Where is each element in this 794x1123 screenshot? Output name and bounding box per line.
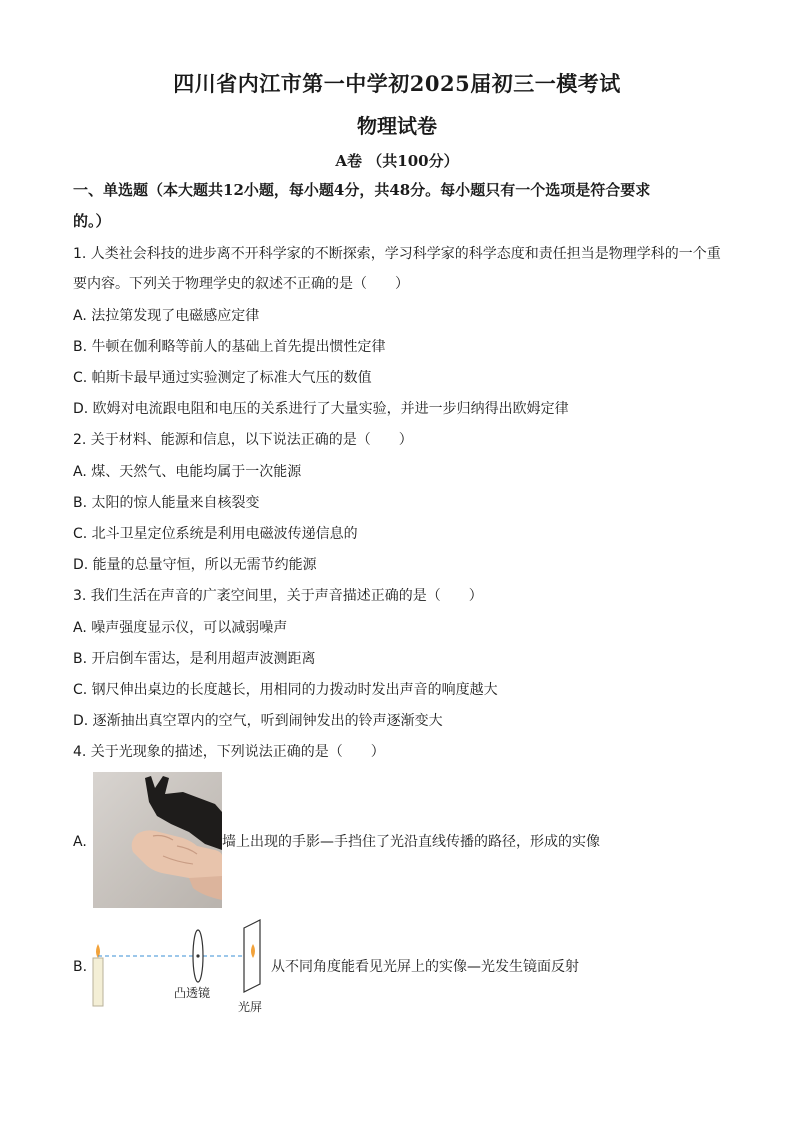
question-1-stem-line1: 1. 人类社会科技的进步离不开科学家的不断探索，学习科学家的科学态度和责任担当是物理学科的一个重	[73, 246, 721, 262]
exam-title: 四川省内江市第一中学初2025届初三一模考试	[173, 71, 621, 96]
question-2-stem: 2. 关于材料、能源和信息，以下说法正确的是（ ）	[73, 432, 413, 448]
section-label: A卷 （共100分）	[335, 152, 459, 170]
question-1-option-c: C. 帕斯卡最早通过实验测定了标准大气压的数值	[73, 370, 372, 386]
lens-label: 凸透镜	[174, 986, 211, 1000]
light-screen	[244, 920, 260, 992]
question-4-option-b-label: B.	[73, 959, 88, 975]
hand-shadow-illustration	[93, 772, 222, 908]
question-3-stem: 3. 我们生活在声音的广袤空间里，关于声音描述正确的是（ ）	[73, 588, 483, 604]
question-4-stem: 4. 关于光现象的描述，下列说法正确的是（ ）	[73, 744, 385, 760]
question-1-option-b: B. 牛顿在伽利略等前人的基础上首先提出惯性定律	[73, 339, 386, 355]
question-2-option-a: A. 煤、天然气、电能均属于一次能源	[73, 464, 302, 480]
question-4-option-a-text: 墙上出现的手影—手挡住了光沿直线传播的路径，形成的实像	[222, 834, 600, 850]
part-heading	[73, 175, 733, 237]
question-1-stem-line2: 要内容。下列关于物理学史的叙述不正确的是（ ）	[73, 276, 409, 292]
screen-label: 光屏	[238, 1000, 263, 1014]
candle	[93, 958, 103, 1006]
question-4-option-b-text: 从不同角度能看见光屏上的实像—光发生镜面反射	[271, 959, 579, 975]
part-heading-line2: 的。）	[73, 212, 111, 230]
question-3-option-a: A. 噪声强度显示仪，可以减弱噪声	[73, 620, 288, 636]
hand-shadow-photo	[93, 772, 222, 908]
question-1-option-a: A. 法拉第发现了电磁感应定律	[73, 308, 260, 324]
question-2-option-d: D. 能量的总量守恒，所以无需节约能源	[73, 557, 317, 573]
question-3-option-b: B. 开启倒车雷达，是利用超声波测距离	[73, 651, 316, 667]
exam-subtitle: 物理试卷	[357, 114, 437, 138]
question-2-option-b: B. 太阳的惊人能量来自核裂变	[73, 495, 260, 511]
question-1-option-d: D. 欧姆对电流跟电阻和电压的关系进行了大量实验，并进一步归纳得出欧姆定律	[73, 401, 569, 417]
question-4-option-a-label: A.	[73, 834, 87, 850]
part-heading-line1: 一、单选题（本大题共12小题，每小题4分，共48分。每小题只有一个选项是符合要求	[73, 181, 651, 199]
question-3-option-c: C. 钢尺伸出桌边的长度越长，用相同的力拨动时发出声音的响度越大	[73, 682, 498, 698]
lens-setup-diagram	[88, 918, 278, 1018]
question-2-option-c: C. 北斗卫星定位系统是利用电磁波传递信息的	[73, 526, 358, 542]
question-3-option-d: D. 逐渐抽出真空罩内的空气，听到闹钟发出的铃声逐渐变大	[73, 713, 443, 729]
